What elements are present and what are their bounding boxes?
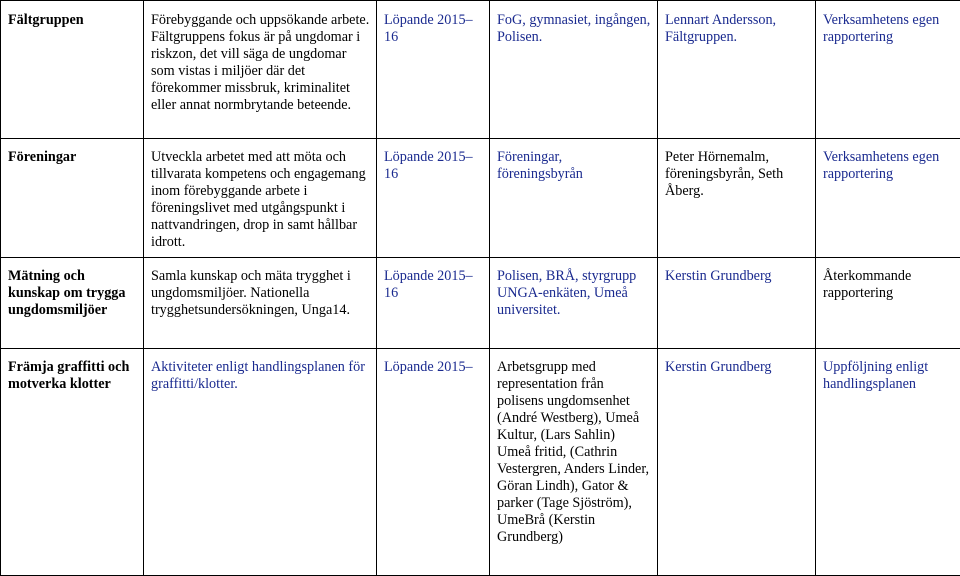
table-row [1, 258, 960, 349]
period-cell: Löpande 2015– 16 [377, 258, 490, 349]
responsible-cell: Kerstin Grundberg [658, 258, 816, 349]
area-cell: Främja graffitti och motverka klotter [1, 349, 144, 576]
responsible-cell: Peter Hörnemalm, föreningsbyrån, Seth Åberg. [658, 139, 816, 258]
period-cell: Löpande 2015– 16 [377, 139, 490, 258]
table-row [1, 1, 960, 139]
activity-cell: Aktiviteter enligt handlingsplanen för graffitti/klotter. [144, 349, 377, 576]
period-cell: Löpande 2015– [377, 349, 490, 576]
partners-cell: Föreningar, föreningsbyrån [490, 139, 658, 258]
responsible-cell: Lennart Andersson, Fältgruppen. [658, 1, 816, 139]
partners-cell: Polisen, BRÅ, styrgrupp UNGA-enkäten, Umeå universitet. [490, 258, 658, 349]
followup-cell: Verksamhetens egen rapportering [816, 139, 960, 258]
followup-cell: Verksamhetens egen rapportering [816, 1, 960, 139]
area-cell: Mätning och kunskap om trygga ungdomsmiljöer [1, 258, 144, 349]
activity-cell: Förebyggande och uppsökande arbete. Fältgruppens fokus är på ungdomar i riskzon, det vill säga de ungdomar som vistas i miljöer där det förekommer missbruk, kriminalitet eller annat normbrytande beteende. [144, 1, 377, 139]
followup-cell: Uppföljning enligt handlingsplanen [816, 349, 960, 576]
area-cell: Fältgruppen [1, 1, 144, 139]
followup-cell: Återkommande rapportering [816, 258, 960, 349]
activity-cell: Samla kunskap och mäta trygghet i ungdomsmiljöer. Nationella trygghetsundersökningen, Unga14. [144, 258, 377, 349]
table-row [1, 139, 960, 258]
table-row [1, 349, 960, 576]
period-cell: Löpande 2015– 16 [377, 1, 490, 139]
activity-cell: Utveckla arbetet med att möta och tillvarata kompetens och engagemang inom förebyggande arbete i föreningslivet med utgångspunkt i nattvandringen, drop in samt hållbar idrott. [144, 139, 377, 258]
partners-cell: Arbetsgrupp med representation från polisens ungdomsenhet (André Westberg), Umeå Kultur, (Lars Sahlin) Umeå fritid, (Cathrin Vestergren, Anders Linder, Göran Lindh), Gator & parker (Tage Sjöström), UmeBrå (Kerstin Grundberg) [490, 349, 658, 576]
area-cell: Föreningar [1, 139, 144, 258]
responsible-cell: Kerstin Grundberg [658, 349, 816, 576]
partners-cell: FoG, gymnasiet, ingången, Polisen. [490, 1, 658, 139]
